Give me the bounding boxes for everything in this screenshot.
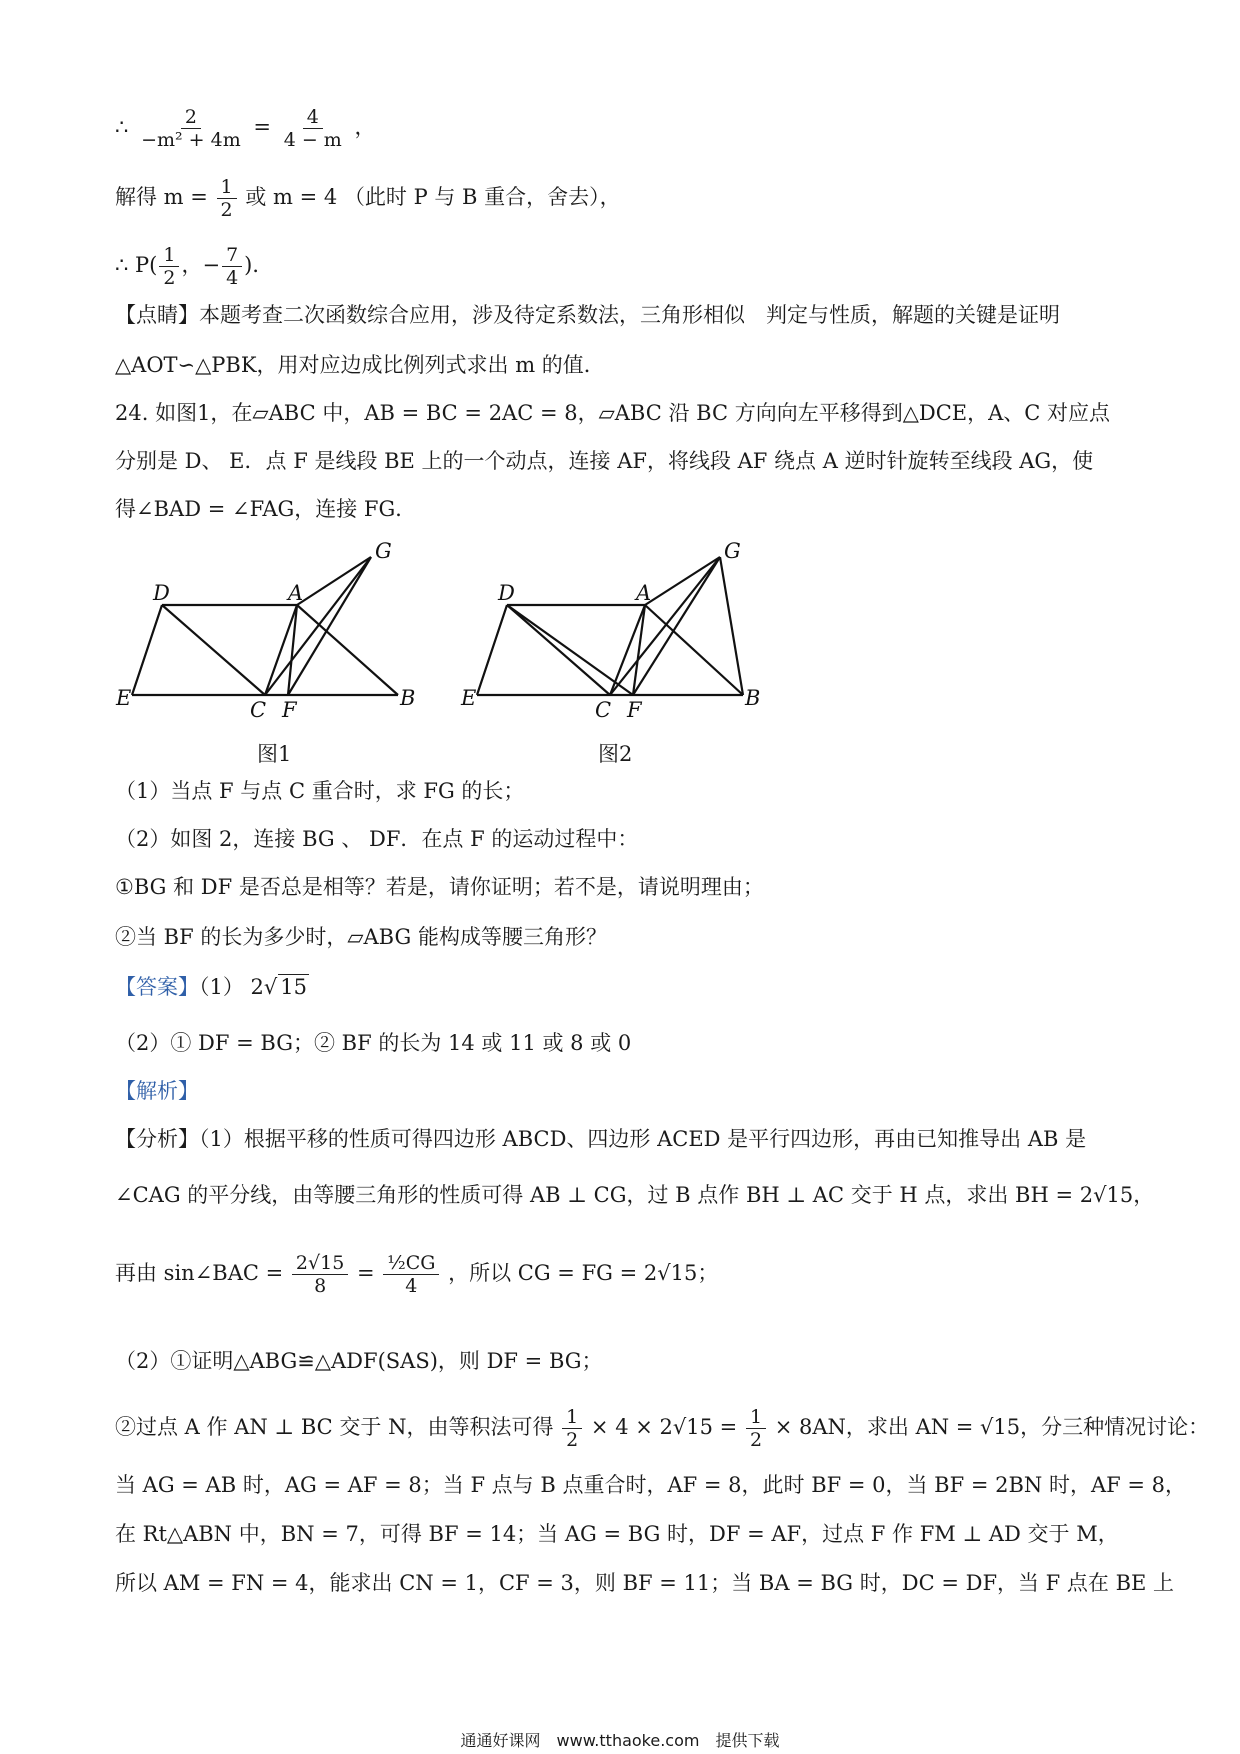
numerator: 1 <box>217 176 237 199</box>
text: ∴ P( <box>115 253 158 277</box>
label-G: G <box>724 539 741 563</box>
label-F: F <box>627 698 642 722</box>
text: 解得 m = <box>115 185 208 209</box>
segment-AG <box>645 557 720 605</box>
analysis-line-1: 【分析】（1）根据平移的性质可得四边形 ABCD、四边形 ACED 是平行四边形，再由已知推导出 AB 是 <box>115 1127 1087 1151</box>
label-D: D <box>498 581 515 605</box>
analysis-line-4: （2）①证明△ABG≌△ADF(SAS)，则 DF = BG； <box>115 1349 603 1373</box>
numerator: 7 <box>222 244 242 267</box>
fraction <box>137 106 245 151</box>
radicand: 15 <box>280 975 308 999</box>
segment-AB <box>645 605 743 695</box>
segment-AB <box>297 605 398 695</box>
sub-question-2-2: ②当 BF 的长为多少时，▱ABG 能构成等腰三角形？ <box>115 925 607 949</box>
segment-AG <box>297 557 371 605</box>
key-point-line-2: △AOT∽△PBK，用对应边成比例列式求出 m 的值． <box>115 353 605 377</box>
answer-line-2: （2）① DF = BG；② BF 的长为 14 或 11 或 8 或 0 <box>115 1031 632 1055</box>
label-G: G <box>375 539 392 563</box>
segment-GC <box>265 557 371 695</box>
analysis-line-7: 在 Rt△ABN 中，BN = 7，可得 BF = 14；当 AG = BG 时，DF = AF，过点 F 作 FM ⊥ AD 交于 M， <box>115 1522 1119 1546</box>
analysis-line-6: 当 AG = AB 时，AG = AF = 8；当 F 点与 B 点重合时，AF = 8，此时 BF = 0，当 BF = 2BN 时，AF = 8， <box>115 1473 1187 1497</box>
sub-question-1: （1）当点 F 与点 C 重合时，求 FG 的长； <box>115 779 525 803</box>
equation-line-1 <box>115 106 376 151</box>
analysis-tag: 【解析】 <box>115 1079 199 1103</box>
text: 或 m = 4 （此时 P 与 B 重合，舍去）， <box>245 185 621 209</box>
equals: = <box>356 1261 375 1285</box>
analysis-line-5 <box>115 1406 1209 1451</box>
fraction <box>217 176 237 221</box>
denominator: 4 <box>226 267 239 289</box>
fraction <box>280 106 346 151</box>
denominator: 2 <box>220 199 233 221</box>
numerator: ½CG <box>383 1252 439 1275</box>
answer-text: （1） 2 <box>199 975 264 999</box>
equals: = <box>253 115 272 139</box>
sqrt-icon: √ <box>263 975 278 999</box>
denominator: 2 <box>566 1429 579 1451</box>
segment-GF <box>288 557 371 695</box>
text: × 8AN，求出 AN = √15，分三种情况讨论： <box>774 1415 1210 1439</box>
question-line-2: 分别是 D、 E．点 F 是线段 BE 上的一个动点，连接 AF，将线段 AF 绕点 A 逆时针旋转至线段 AG，使 <box>115 449 1094 473</box>
denominator: 4 <box>405 1275 418 1297</box>
fraction <box>562 1406 582 1451</box>
analysis-line-2: ∠CAG 的平分线，由等腰三角形的性质可得 AB ⊥ CG，过 B 点作 BH ⊥ AC 交于 H 点，求出 BH = 2√15， <box>115 1183 1155 1207</box>
denominator: 4 − m <box>283 129 342 151</box>
punct: ， <box>354 115 376 139</box>
numerator: 1 <box>746 1406 766 1429</box>
segment-GB <box>720 557 743 695</box>
numerator: 1 <box>159 244 179 267</box>
label-C: C <box>595 698 612 722</box>
answer-tag: 【答案】 <box>115 975 199 999</box>
fraction <box>222 244 242 289</box>
numerator: 1 <box>562 1406 582 1429</box>
equation-line-2 <box>115 176 621 221</box>
segment-DE <box>132 605 162 695</box>
label-C: C <box>250 698 267 722</box>
segment-DC <box>162 605 265 695</box>
text: ，− <box>181 253 221 277</box>
numerator: 4 <box>303 106 323 129</box>
question-line-3: 得∠BAD = ∠FAG，连接 FG． <box>115 497 417 521</box>
label-F: F <box>282 698 297 722</box>
text: 再由 sin∠BAC = <box>115 1261 284 1285</box>
fraction <box>159 244 179 289</box>
figure-1 <box>116 530 420 730</box>
label-B: B <box>400 686 416 710</box>
label-D: D <box>153 581 170 605</box>
figure-2 <box>460 530 760 730</box>
equation-line-3 <box>115 244 273 289</box>
label-E: E <box>116 686 132 710</box>
segment-GC <box>610 557 720 695</box>
question-line-1: 24. 如图1，在▱ABC 中，AB = BC = 2AC = 8，▱ABC 沿 BC 方向向左平移得到△DCE，A、C 对应点 <box>115 401 1111 425</box>
denominator: 8 <box>314 1275 327 1297</box>
numerator: 2√15 <box>292 1252 348 1275</box>
fraction <box>383 1252 439 1297</box>
sub-question-2: （2）如图 2，连接 BG 、 DF．在点 F 的运动过程中： <box>115 827 639 851</box>
denominator: −m² + 4m <box>141 129 241 151</box>
analysis-line-3 <box>115 1252 718 1297</box>
sub-question-2-1: ①BG 和 DF 是否总是相等？若是，请你证明；若不是，请说明理由； <box>115 875 764 899</box>
label-A: A <box>636 581 652 605</box>
text: ，所以 CG = FG = 2√15； <box>448 1261 719 1285</box>
therefore-symbol: ∴ <box>115 115 129 139</box>
page-footer: 通通好课网 www.tthaoke.com 提供下载 <box>460 1731 780 1750</box>
figure-2-caption: 图2 <box>598 742 633 766</box>
answer-line-1 <box>115 972 309 1002</box>
text: × 4 × 2√15 = <box>590 1415 738 1439</box>
denominator: 2 <box>163 267 176 289</box>
segment-DE <box>477 605 507 695</box>
denominator: 2 <box>749 1429 763 1451</box>
fraction <box>746 1406 766 1451</box>
key-point-line-1: 【点睛】本题考查二次函数综合应用，涉及待定系数法，三角形相似 判定与性质，解题的关键是证明 <box>115 303 1060 327</box>
label-A: A <box>288 581 304 605</box>
analysis-line-8: 所以 AM = FN = 4，能求出 CN = 1，CF = 3，则 BF = 11；当 BA = BG 时，DC = DF，当 F 点在 BE 上 <box>115 1571 1175 1595</box>
text: )． <box>244 253 274 277</box>
label-B: B <box>745 686 761 710</box>
fraction <box>292 1252 348 1297</box>
figure-1-caption: 图1 <box>257 742 292 766</box>
numerator: 2 <box>181 106 201 129</box>
text: ②过点 A 作 AN ⊥ BC 交于 N，由等积法可得 <box>115 1415 554 1439</box>
segment-GF <box>633 557 720 695</box>
segment-DC <box>507 605 610 695</box>
label-E: E <box>461 686 477 710</box>
